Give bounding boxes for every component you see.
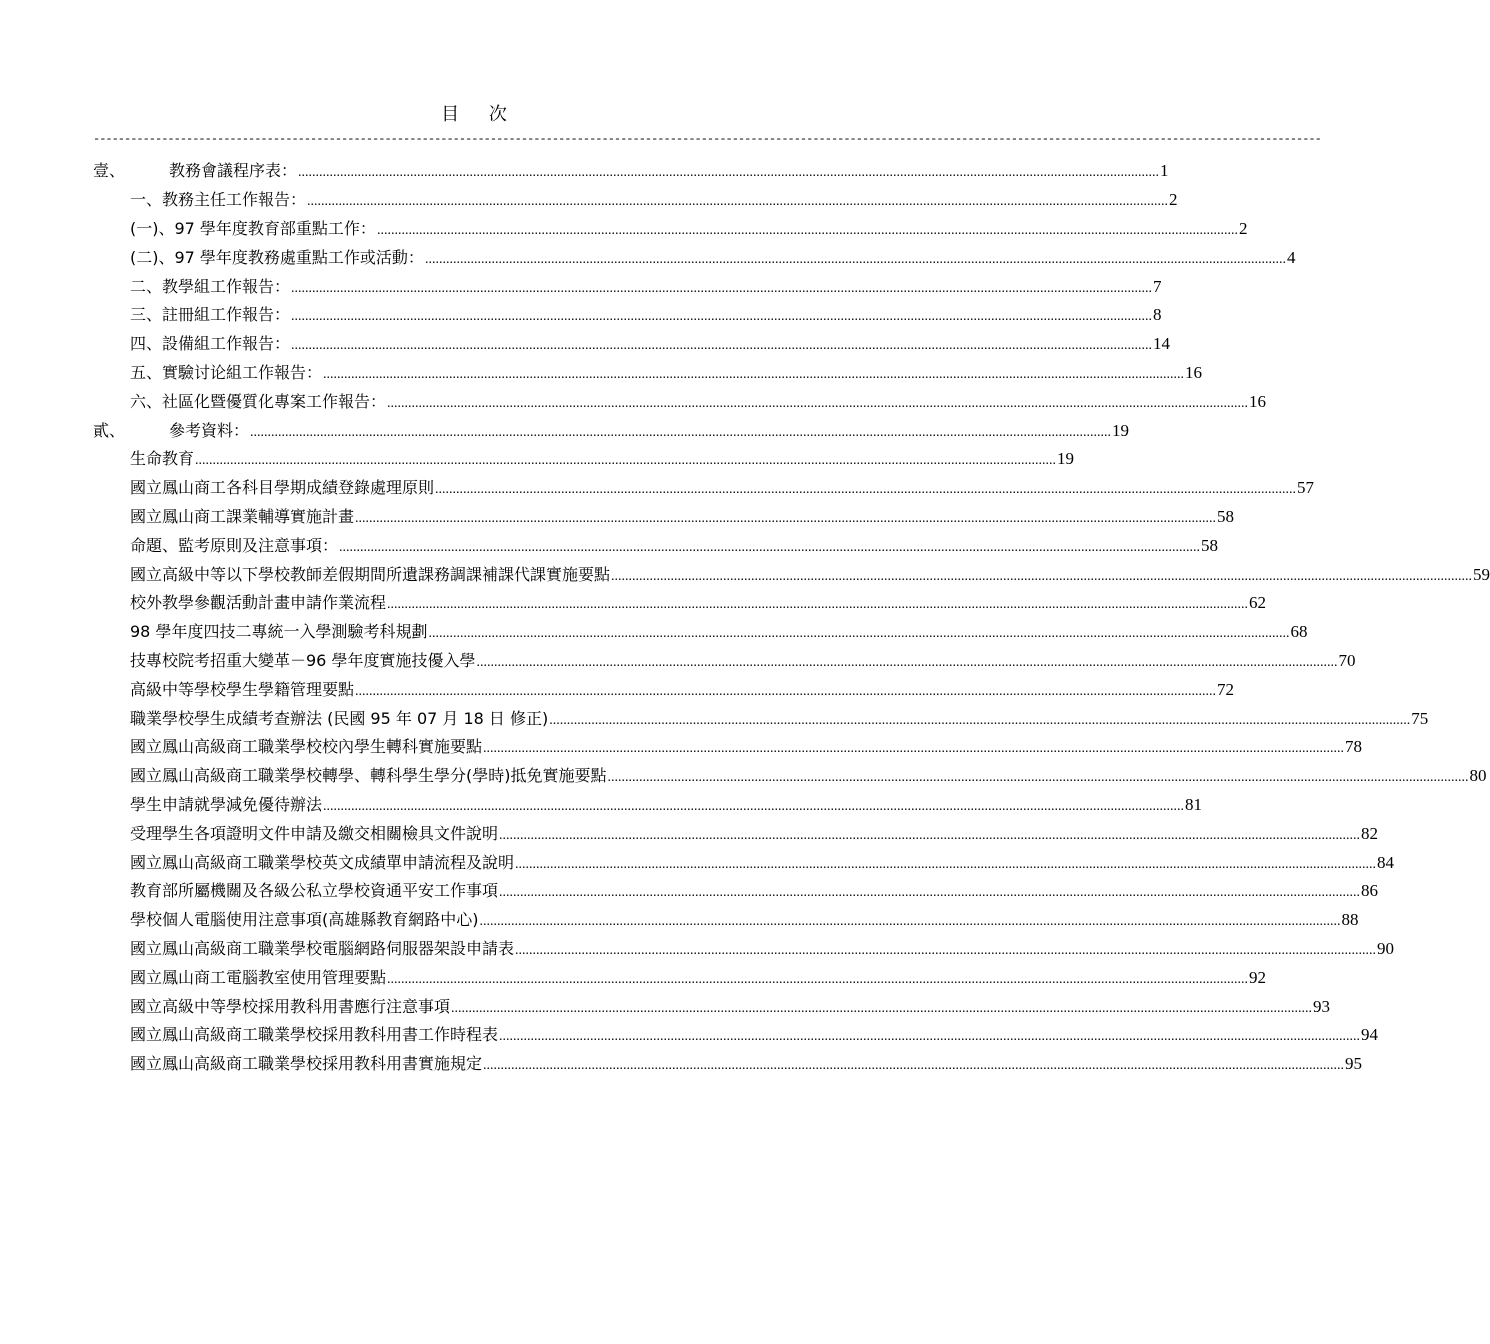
toc-page-number: 1 <box>1160 161 1169 181</box>
toc-dot-leader: ...................................................................................................................................................................................................................................................... <box>424 251 1286 267</box>
toc-dot-leader: ...................................................................................................................................................................................................................................................... <box>499 827 1361 843</box>
toc-entry-label: 學生申請就學減免優待辦法 <box>130 794 323 814</box>
toc-entry-label: 五、實驗讨论組工作報告： <box>130 362 323 382</box>
toc-entry-label: 國立高級中等學校採用教科用書應行注意事項 <box>130 996 451 1016</box>
toc-dot-leader: ...................................................................................................................................................................................................................................................... <box>307 194 1169 210</box>
toc-entry[interactable] <box>93 675 1235 704</box>
toc-entry[interactable] <box>93 877 1379 906</box>
toc-dot-leader: ...................................................................................................................................................................................................................................................... <box>291 309 1153 325</box>
toc-entry-label: 國立鳳山高級商工職業學校電腦網路伺服器架設申請表 <box>130 938 515 958</box>
toc-page-number: 82 <box>1361 823 1379 843</box>
toc-entry-label: 技專校院考招重大變革－96 學年度實施技優入學 <box>130 650 476 670</box>
toc-page-number: 72 <box>1217 679 1235 699</box>
toc-dot-leader: ...................................................................................................................................................................................................................................................... <box>611 568 1473 584</box>
toc-page-number: 90 <box>1377 938 1395 958</box>
toc-entry-label: 高級中等學校學生學籍管理要點 <box>130 679 355 699</box>
toc-entry[interactable] <box>93 733 1363 762</box>
toc-page-number: 68 <box>1290 622 1308 642</box>
toc-entry-number: 貳、 <box>93 420 126 440</box>
toc-entry-number: 壹、 <box>93 161 126 181</box>
toc-entry[interactable] <box>93 215 1248 244</box>
toc-dot-leader: ...................................................................................................................................................................................................................................................... <box>483 1058 1345 1074</box>
toc-entry-label: 職業學校學生成績考查辦法 (民國 95 年 07 月 18 日 修正) <box>130 708 549 728</box>
toc-dot-leader: ...................................................................................................................................................................................................................................................... <box>298 165 1160 181</box>
toc-entry-label: 六、社區化暨優質化專案工作報告： <box>130 391 387 411</box>
toc-entry-label: 二、教學組工作報告： <box>130 276 291 296</box>
toc-page-number: 94 <box>1361 1025 1379 1045</box>
toc-entry[interactable] <box>93 186 1178 215</box>
toc-entry[interactable] <box>93 531 1219 560</box>
toc-entry[interactable] <box>93 935 1395 964</box>
toc-page-number: 14 <box>1153 334 1171 354</box>
toc-dot-leader: ...................................................................................................................................................................................................................................................... <box>387 971 1249 987</box>
toc-page-number: 84 <box>1377 852 1395 872</box>
toc-entry-label: 教育部所屬機關及各級公私立學校資通平安工作事項 <box>130 881 499 901</box>
toc-page-number: 2 <box>1169 190 1178 210</box>
toc-dot-leader: ...................................................................................................................................................................................................................................................... <box>435 482 1297 498</box>
toc-page-number: 16 <box>1249 391 1267 411</box>
toc-dot-leader: ...................................................................................................................................................................................................................................................... <box>607 770 1469 786</box>
toc-entry[interactable] <box>93 157 1169 186</box>
toc-entry-label: 學校個人電腦使用注意事項(高雄縣教育網路中心) <box>130 910 479 930</box>
toc-dot-leader: ...................................................................................................................................................................................................................................................... <box>387 597 1249 613</box>
toc-page-number: 16 <box>1185 362 1203 382</box>
toc-entry[interactable] <box>93 906 1359 935</box>
toc-dot-leader: ...................................................................................................................................................................................................................................................... <box>515 856 1377 872</box>
toc-entry[interactable] <box>93 445 1075 474</box>
toc-page-number: 57 <box>1297 478 1315 498</box>
toc-entry-label: 國立鳳山高級商工職業學校採用教科用書實施規定 <box>130 1054 483 1074</box>
toc-page-number: 58 <box>1201 535 1219 555</box>
toc-page-number: 88 <box>1341 910 1359 930</box>
toc-entry[interactable] <box>93 560 1490 589</box>
toc-page-number: 62 <box>1249 593 1267 613</box>
toc-entry-label: 國立鳳山商工各科目學期成績登錄處理原則 <box>130 478 435 498</box>
toc-dot-leader: ...................................................................................................................................................................................................................................................... <box>323 366 1185 382</box>
toc-entry[interactable] <box>93 963 1267 992</box>
toc-entry[interactable] <box>93 819 1379 848</box>
toc-page-number: 7 <box>1153 276 1162 296</box>
toc-entry-label: 98 學年度四技二專統一入學測驗考科規劃 <box>130 622 428 642</box>
toc-dot-leader: ...................................................................................................................................................................................................................................................... <box>339 539 1201 555</box>
toc-entry[interactable] <box>93 330 1171 359</box>
toc-dot-leader: ...................................................................................................................................................................................................................................................... <box>355 510 1217 526</box>
toc-dot-leader: ...................................................................................................................................................................................................................................................... <box>250 424 1112 440</box>
toc-entry-label: 國立鳳山商工課業輔導實施計畫 <box>130 506 355 526</box>
toc-dot-leader: ...................................................................................................................................................................................................................................................... <box>291 280 1153 296</box>
toc-dot-leader: ...................................................................................................................................................................................................................................................... <box>515 942 1377 958</box>
toc-page-number: 80 <box>1469 766 1487 786</box>
toc-entry[interactable] <box>93 416 1130 445</box>
toc-entry-label: 受理學生各項證明文件申請及繳交相關檢具文件說明 <box>130 823 499 843</box>
toc-entry[interactable] <box>93 762 1487 791</box>
toc-entry-label: 生命教育 <box>130 449 195 469</box>
toc-entry-label: 教務會議程序表： <box>169 161 298 181</box>
toc-dot-leader: ...................................................................................................................................................................................................................................................... <box>479 914 1341 930</box>
toc-entry[interactable] <box>93 647 1356 676</box>
toc-page-number: 92 <box>1249 967 1267 987</box>
toc-entry-label: 命題、監考原則及注意事項： <box>130 535 339 555</box>
toc-entry-label: 三、註冊組工作報告： <box>130 305 291 325</box>
toc-entry[interactable] <box>93 1050 1363 1079</box>
toc-page-number: 95 <box>1345 1054 1363 1074</box>
toc-page-number: 19 <box>1057 449 1075 469</box>
toc-entry-label: 國立鳳山商工電腦教室使用管理要點 <box>130 967 387 987</box>
toc-entry[interactable] <box>93 272 1162 301</box>
toc-entry[interactable] <box>93 618 1308 647</box>
toc-dot-leader: ...................................................................................................................................................................................................................................................... <box>476 654 1338 670</box>
toc-page-number: 86 <box>1361 881 1379 901</box>
toc-entry[interactable] <box>93 589 1267 618</box>
toc-entry-label: (一)、97 學年度教育部重點工作： <box>130 218 376 238</box>
toc-entry-label: 國立鳳山高級商工職業學校採用教科用書工作時程表 <box>130 1025 499 1045</box>
toc-page-number: 19 <box>1112 420 1130 440</box>
toc-dot-leader: ...................................................................................................................................................................................................................................................... <box>195 453 1057 469</box>
toc-page-number: 75 <box>1411 708 1429 728</box>
toc-dot-leader: ...................................................................................................................................................................................................................................................... <box>428 626 1290 642</box>
toc-entry[interactable] <box>93 359 1203 388</box>
toc-entry[interactable] <box>93 1021 1379 1050</box>
toc-page-number: 93 <box>1313 996 1331 1016</box>
toc-entry-label: 參考資料： <box>169 420 250 440</box>
toc-entry-label: 四、設備組工作報告： <box>130 334 291 354</box>
toc-page-number: 59 <box>1473 564 1490 584</box>
toc-dot-leader: ...................................................................................................................................................................................................................................................... <box>499 885 1361 901</box>
toc-entry-label: 一、教務主任工作報告： <box>130 190 307 210</box>
toc-entry-label: 國立鳳山高級商工職業學校校內學生轉科實施要點 <box>130 737 483 757</box>
toc-entry[interactable] <box>93 503 1235 532</box>
toc-dot-leader: ...................................................................................................................................................................................................................................................... <box>355 683 1217 699</box>
toc-entry-label: 國立鳳山高級商工職業學校轉學、轉科學生學分(學時)抵免實施要點 <box>130 766 607 786</box>
toc-entry[interactable] <box>93 848 1395 877</box>
toc-dot-leader: ...................................................................................................................................................................................................................................................... <box>483 741 1345 757</box>
toc-dot-leader: ...................................................................................................................................................................................................................................................... <box>451 1000 1313 1016</box>
toc-dot-leader: ...................................................................................................................................................................................................................................................... <box>499 1029 1361 1045</box>
toc-dot-leader: ...................................................................................................................................................................................................................................................... <box>323 798 1185 814</box>
toc-entry[interactable] <box>93 791 1203 820</box>
toc-entry-label: 國立鳳山高級商工職業學校英文成績單申請流程及說明 <box>130 852 515 872</box>
dashed-divider: ------------------------------------------------------------------------------------------------------------------------------------------------------------------------------------------------------ <box>93 132 1321 146</box>
toc-entry[interactable] <box>93 387 1267 416</box>
toc-page-number: 58 <box>1217 506 1235 526</box>
toc-page-number: 8 <box>1153 305 1162 325</box>
toc-page-number: 81 <box>1185 794 1203 814</box>
table-of-contents <box>93 157 1490 1079</box>
toc-page-number: 4 <box>1286 247 1296 267</box>
toc-entry-label: 校外教學參觀活動計畫申請作業流程 <box>130 593 387 613</box>
toc-entry[interactable] <box>93 992 1331 1021</box>
page-title: 目 次 <box>441 104 509 125</box>
toc-entry[interactable] <box>93 243 1296 272</box>
toc-page-number: 2 <box>1238 218 1248 238</box>
toc-dot-leader: ...................................................................................................................................................................................................................................................... <box>376 222 1238 238</box>
toc-entry[interactable] <box>93 474 1315 503</box>
toc-entry-label: (二)、97 學年度教務處重點工作或活動： <box>130 247 424 267</box>
toc-entry-label: 國立高級中等以下學校教師差假期間所遺課務調課補課代課實施要點 <box>130 564 611 584</box>
toc-page-number: 78 <box>1345 737 1363 757</box>
toc-dot-leader: ...................................................................................................................................................................................................................................................... <box>291 338 1153 354</box>
toc-entry[interactable] <box>93 704 1429 733</box>
toc-dot-leader: ...................................................................................................................................................................................................................................................... <box>387 395 1249 411</box>
toc-page-number: 70 <box>1338 650 1356 670</box>
toc-entry[interactable] <box>93 301 1162 330</box>
toc-dot-leader: ...................................................................................................................................................................................................................................................... <box>549 712 1411 728</box>
